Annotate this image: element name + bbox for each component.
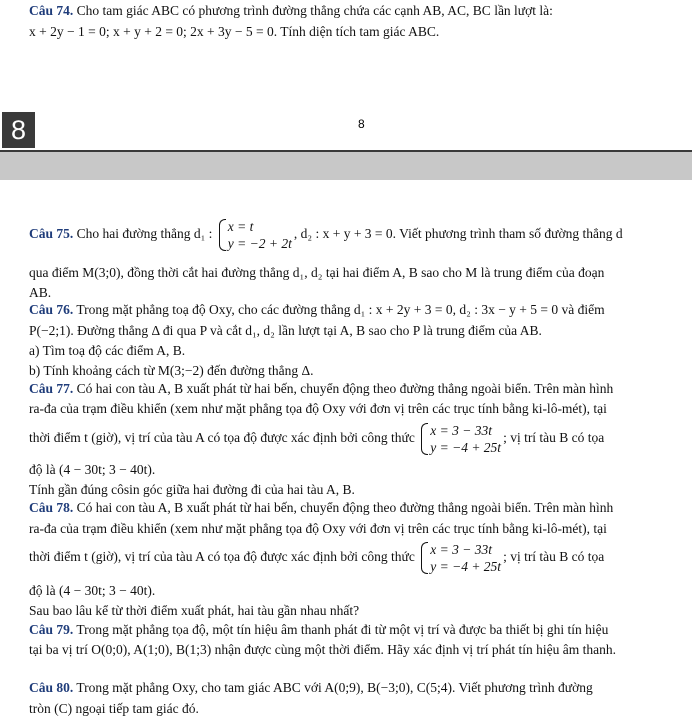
q77-line2: ra-đa của trạm điều khiển (xem như mặt phẳng tọa độ Oxy với đơn vị trên các trục tính bằng ki-lô-mét), tại: [29, 401, 607, 416]
q78-line3-post: ; vị trí tàu B có tọa: [503, 549, 605, 565]
q77-text: Có hai con tàu A, B xuất phát từ hai bến, chuyển động theo đường thẳng ngoài biển. Trên màn hình: [76, 381, 614, 396]
page-number-badge: 8: [2, 112, 35, 148]
q75-sys-row1: x = t: [227, 219, 254, 234]
q78-line1: [29, 500, 613, 516]
page-separator-band: [0, 150, 692, 180]
q78-system: [420, 541, 501, 575]
q80-text: Trong mặt phẳng Oxy, cho tam giác ABC với A(0;9), B(−3;0), C(5;4). Viết phương trình đường: [76, 680, 593, 695]
q74-text: Cho tam giác ABC có phương trình đường thẳng chứa các cạnh AB, AC, BC lần lượt là:: [76, 3, 553, 18]
q78-line2: ra-đa của trạm điều khiển (xem như mặt phẳng tọa độ Oxy với đơn vị trên các trục tính bằng ki-lô-mét), tại: [29, 521, 607, 536]
q78-sys-row1: x = 3 − 33t: [430, 542, 492, 557]
q80-label: Câu 80.: [29, 680, 74, 695]
q80-line2: tròn (C) ngoại tiếp tam giác đó.: [29, 701, 199, 716]
q77-line3-post: ; vị trí tàu B có tọa: [503, 430, 605, 446]
q78-line3-pre: thời điểm t (giờ), vị trí của tàu A có tọa độ được xác định bởi công thức: [29, 549, 415, 565]
q78-label: Câu 78.: [29, 500, 74, 515]
q77-sys-row1: x = 3 − 33t: [430, 423, 492, 438]
q79-line1: [29, 622, 608, 638]
q76-line2: P(−2;1). Đường thẳng Δ đi qua P và cắt d₁, d₂ lần lượt tại A, B sao cho P là trung điểm của AB.: [29, 323, 542, 338]
q76-text: Trong mặt phẳng toạ độ Oxy, cho các đường thẳng d₁ : x + 2y + 3 = 0, d₂ : 3x − y + 5 = 0 và điểm: [76, 302, 605, 317]
q77-line5: Tính gần đúng côsin góc giữa hai đường đi của hai tàu A, B.: [29, 482, 355, 497]
q76-label: Câu 76.: [29, 302, 74, 317]
q75-line3: AB.: [29, 285, 52, 300]
q77-line1: [29, 381, 613, 397]
q77-label: Câu 77.: [29, 381, 74, 396]
q78-text: Có hai con tàu A, B xuất phát từ hai bến, chuyển động theo đường thẳng ngoài biển. Trên màn hình: [76, 500, 614, 515]
q74-line1: [29, 3, 553, 19]
q77-system: [420, 422, 501, 456]
q75-pre: Cho hai đường thẳng d₁ :: [76, 226, 213, 242]
q75-system: [218, 218, 292, 252]
q78-line5: Sau bao lâu kể từ thời điểm xuất phát, hai tàu gần nhau nhất?: [29, 603, 360, 618]
q79-text: Trong mặt phẳng tọa độ, một tín hiệu âm thanh phát đi từ một vị trí và được ba thiết bị ghi tín hiệu: [76, 622, 609, 637]
q77-sys-row2: y = −4 + 25t: [430, 440, 502, 455]
q77-line3-pre: thời điểm t (giờ), vị trí của tàu A có tọa độ được xác định bởi công thức: [29, 430, 415, 446]
q76-part-b: b) Tính khoảng cách từ M(3;−2) đến đường thẳng Δ.: [29, 363, 314, 378]
q78-sys-row2: y = −4 + 25t: [430, 559, 502, 574]
q74-label: Câu 74.: [29, 3, 74, 18]
q80-line1: [29, 680, 593, 696]
q75-line1: [29, 218, 623, 252]
q77-line3: [29, 422, 604, 456]
q75-label: Câu 75.: [29, 226, 74, 242]
q78-line4: độ là (4 − 30t; 3 − 40t).: [29, 583, 156, 598]
q76-line1: [29, 302, 605, 318]
q75-sys-row2: y = −2 + 2t: [227, 236, 292, 251]
q74-line2: x + 2y − 1 = 0; x + y + 2 = 0; 2x + 3y − 5 = 0. Tính diện tích tam giác ABC.: [29, 24, 440, 39]
q75-post: , d₂ : x + y + 3 = 0. Viết phương trình tham số đường thẳng d: [293, 226, 623, 242]
q79-label: Câu 79.: [29, 622, 74, 637]
q77-line4: độ là (4 − 30t; 3 − 40t).: [29, 462, 156, 477]
q79-line2: tại ba vị trí O(0;0), A(1;0), B(1;3) nhận được cùng một thời điểm. Hãy xác định vị trí phát tín hiệu âm thanh.: [29, 642, 616, 657]
q76-part-a: a) Tìm toạ độ các điểm A, B.: [29, 343, 186, 358]
q75-line2: qua điểm M(3;0), đồng thời cắt hai đường thẳng d₁, d₂ tại hai điểm A, B sao cho M là trung điểm của đoạn: [29, 265, 605, 280]
q78-line3: [29, 541, 604, 575]
page-number-small: 8: [358, 117, 365, 131]
